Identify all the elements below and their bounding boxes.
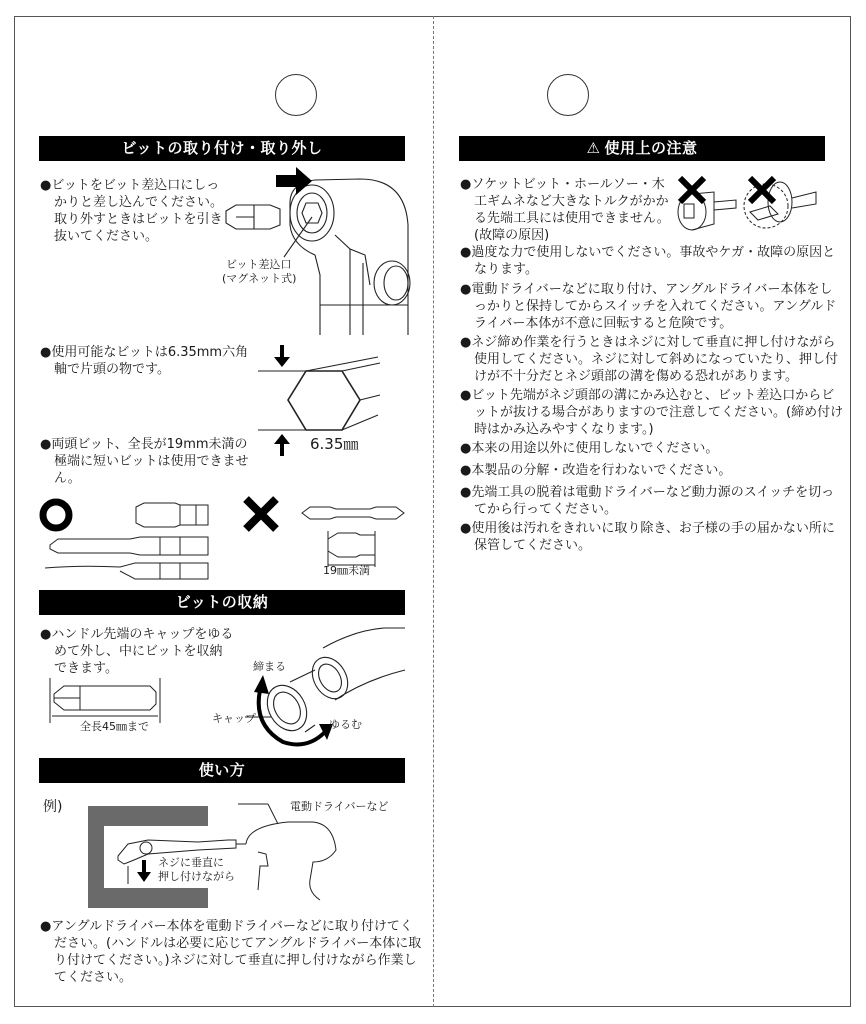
short-bit-label: 19㎜未満 xyxy=(323,564,370,577)
arrow-down-icon xyxy=(274,345,290,367)
hang-hole-left xyxy=(275,74,317,116)
precaution-item: ●ネジ締め作業を行うときはネジに対して垂直に押し付けながら使用してください。ネジに対して斜めになっていたり、押し付けが不十分だとネジ頭部の溝を傷める恐れがあります。 xyxy=(460,335,839,384)
section-header-usage: 使い方 xyxy=(39,758,405,783)
attach-bit-instruction: ●ビットをビット差込口にしっかりと差し込んでください。取り外すときはビットを引き抜いてください。 xyxy=(40,178,224,244)
usage-illustration xyxy=(88,800,388,915)
warning-triangle-icon: ⚠ xyxy=(586,139,601,157)
precaution-item: ●電動ドライバーなどに取り付け、アングルドライバー本体をしっかりと保持してからスイッチを入れてください。アングルドライバー本体が不意に回転すると危険です。 xyxy=(460,282,837,331)
precautions-title: 使用上の注意 xyxy=(604,139,698,157)
cap-storage-illustration xyxy=(235,620,405,750)
precaution-item: ●ビット先端がネジ頭部の溝にかみ込むと、ビット差込口からビットが抜ける場合がありますので注意してください。(締め付け時はかみ込みやすくなります。) xyxy=(460,388,844,437)
ng-cross-icon xyxy=(680,178,774,202)
section-header-precautions xyxy=(459,136,825,161)
loosen-label: ゆるむ xyxy=(329,718,362,731)
precaution-item: ●過度な力で使用しないでください。事故やケガ・故障の原因となります。 xyxy=(460,245,836,277)
rotate-up-arrow-icon xyxy=(254,675,269,694)
arrow-up-icon xyxy=(274,434,290,456)
unusable-bit-instruction: ●両頭ビット、全長が19mm未満の極端に短いビットは使用できません。 xyxy=(40,437,249,486)
max-length-label: 全長45㎜まで xyxy=(80,720,149,733)
bit-socket-sublabel: (マグネット式) xyxy=(222,272,297,285)
precaution-item: ●本製品の分解・改造を行わないでください。 xyxy=(460,463,732,478)
bit-socket-label: ビット差込口 xyxy=(226,258,292,271)
precaution-item: ●本来の用途以外に使用しないでください。 xyxy=(460,441,719,456)
section-header-bit-storage: ビットの収納 xyxy=(39,590,405,615)
usage-instruction: ●アングルドライバー本体を電動ドライバーなどに取り付けてください。(ハンドルは必要に応じてアングルドライバー本体に取り付けてください。)ネジに対して垂直に押し付けながら作業してください。 xyxy=(40,919,422,985)
tighten-label: 締まる xyxy=(253,660,286,673)
bit-insertion-illustration xyxy=(220,165,420,335)
precaution-item: ●先端工具の脱着は電動ドライバーなど動力源のスイッチを切ってから行ってください。 xyxy=(460,485,835,517)
ng-cross-icon xyxy=(246,499,276,529)
hang-hole-right xyxy=(547,74,589,116)
press-label-line2: 押し付けながら xyxy=(158,870,235,883)
hex-size-label: 6.35㎜ xyxy=(310,435,359,453)
cap-label: キャップ xyxy=(212,712,256,725)
example-label: 例) xyxy=(43,799,63,815)
press-label-line1: ネジに垂直に xyxy=(158,856,224,869)
fold-line xyxy=(433,16,434,1007)
arrow-right-icon xyxy=(276,167,312,195)
prohibited-tools-illustration xyxy=(670,170,830,235)
power-driver-label: 電動ドライバーなど xyxy=(290,800,389,813)
precaution-item: ●ソケットビット・ホールソー・木工ギムネなど大きなトルクがかかる先端工具には使用できません。(故障の原因) xyxy=(460,177,670,243)
press-down-arrow-icon xyxy=(137,860,151,882)
ok-circle-icon xyxy=(43,502,69,528)
precaution-item: ●使用後は汚れをきれいに取り除き、お子様の手の届かない所に保管してください。 xyxy=(460,521,835,553)
section-header-attach-bit: ビットの取り付け・取り外し xyxy=(39,136,405,161)
usable-bit-instruction: ●使用可能なビットは6.35mm六角軸で片頭の物です。 xyxy=(40,345,249,377)
bit-storage-instruction: ●ハンドル先端のキャップをゆるめて外し、中にビットを収納できます。 xyxy=(40,627,234,676)
